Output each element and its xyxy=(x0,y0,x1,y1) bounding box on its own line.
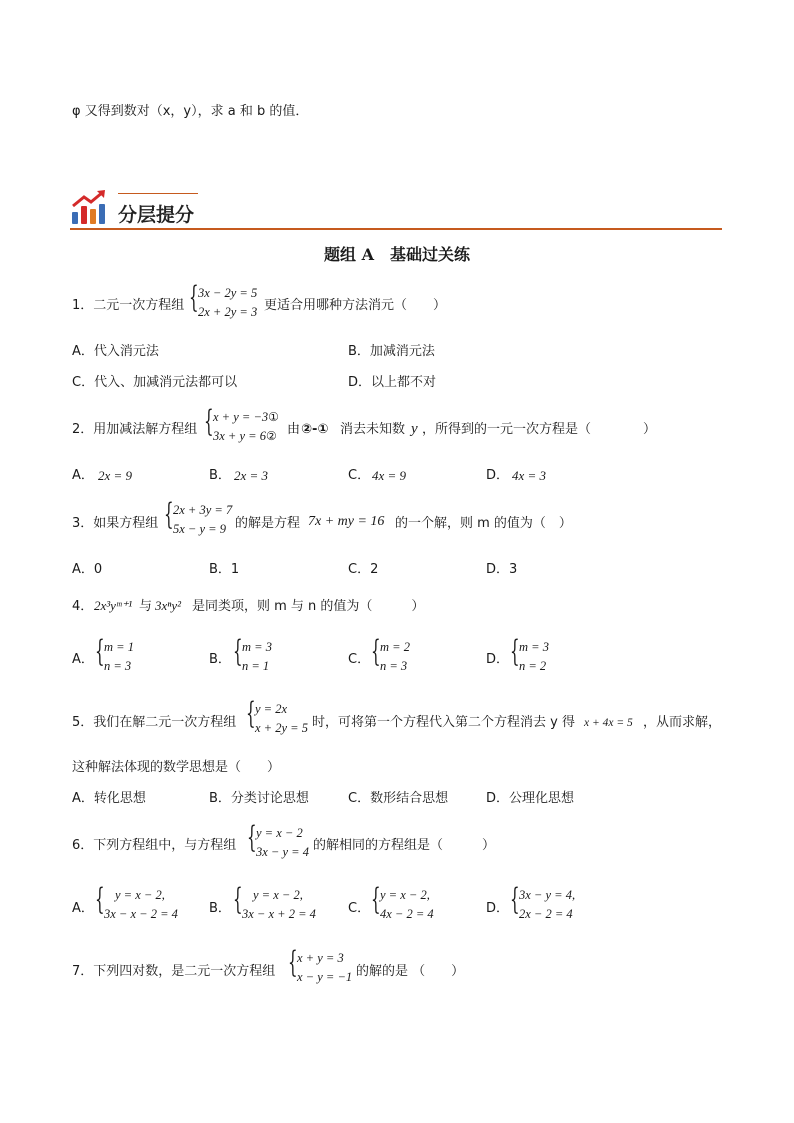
q1-suffix: 更适合用哪种方法消元（ ） xyxy=(264,298,447,313)
header-accent-line xyxy=(118,193,198,194)
q2-mid: 由 xyxy=(287,422,301,437)
q2-variable: y xyxy=(411,421,418,437)
q6-option-a-label: A． xyxy=(72,901,94,916)
q3-system: { 2x + 3y = 7 5x − y = 9 xyxy=(164,497,233,536)
q1-option-c: C．代入、加减消元法都可以 xyxy=(72,375,238,390)
q2-option-b-math: 2x = 3 xyxy=(234,468,269,483)
q4-option-c-label: C． xyxy=(348,652,371,667)
q3-option-b: B．1 xyxy=(209,562,240,577)
q3-mid: 的解是方程 xyxy=(235,516,301,531)
header-divider xyxy=(70,228,722,230)
q1-option-a: A．代入消元法 xyxy=(72,344,159,359)
q6-option-b-system: { y = x − 2, 3x − x + 2 = 4 xyxy=(233,882,316,921)
continuation-text: φ 又得到数对（x，y），求 a 和 b 的值． xyxy=(72,104,309,119)
q5-option-d: D．公理化思想 xyxy=(486,791,575,806)
q4-option-a-label: A． xyxy=(72,652,94,667)
q2-option-a-label: A． xyxy=(72,468,94,483)
q5-option-a: A．转化思想 xyxy=(72,791,146,806)
q5-option-c: C．数形结合思想 xyxy=(348,791,449,806)
q2-option-d-math: 4x = 3 xyxy=(512,468,547,483)
q3-option-c: C．2 xyxy=(348,562,379,577)
q4-option-d-label: D． xyxy=(486,652,510,667)
q1-option-d: D．以上都不对 xyxy=(348,375,437,390)
q3-suffix: 的一个解，则 m 的值为（ ） xyxy=(395,516,572,531)
q7-prefix: 7．下列四对数，是二元一次方程组 xyxy=(72,964,276,979)
q5-equation: x + 4x = 5 xyxy=(584,717,633,729)
q4-option-b-label: B． xyxy=(209,652,231,667)
q5-line2: 这种解法体现的数学思想是（ ） xyxy=(72,760,281,775)
q6-system: { y = x − 2 3x − y = 4 xyxy=(247,820,309,859)
q7-suffix: 的解的是 （ ） xyxy=(356,964,465,979)
q4-option-b-system: { m = 3 n = 1 xyxy=(233,634,272,673)
q5-option-b: B．分类讨论思想 xyxy=(209,791,309,806)
q4-term2: 3xⁿy² xyxy=(155,598,182,613)
q6-suffix: 的解相同的方程组是（ ） xyxy=(313,838,496,853)
q5-prefix: 5．我们在解二元一次方程组 xyxy=(72,715,237,730)
q6-option-c-system: { y = x − 2, 4x − 2 = 4 xyxy=(371,882,434,921)
q3-equation: 7x + my = 16 xyxy=(308,514,385,529)
q5-suffix: ，从而求解， xyxy=(643,715,722,730)
q2-suffix: ，所得到的一元一次方程是（ ） xyxy=(422,422,657,437)
q4-option-c-system: { m = 2 n = 3 xyxy=(371,634,410,673)
q2-option-a-math: 2x = 9 xyxy=(98,468,133,483)
q2-option-b-label: B． xyxy=(209,468,231,483)
q6-option-b-label: B． xyxy=(209,901,231,916)
q2-system: { x + y = −3① 3x + y = 6② xyxy=(204,404,279,443)
q4-mid: 与 xyxy=(139,599,153,614)
q2-operation: ②-① xyxy=(301,422,329,437)
q1-prefix: 1．二元一次方程组 xyxy=(72,298,185,313)
group-title: 题组 A 基础过关练 xyxy=(324,245,470,264)
q3-option-a: A．0 xyxy=(72,562,103,577)
q6-option-c-label: C． xyxy=(348,901,371,916)
q4-option-a-system: { m = 1 n = 3 xyxy=(95,634,134,673)
q4-term1: 2x³yᵐ⁺¹ xyxy=(94,598,133,613)
q4-option-d-system: { m = 3 n = 2 xyxy=(510,634,549,673)
q6-option-d-system: { 3x − y = 4, 2x − 2 = 4 xyxy=(510,882,576,921)
q3-prefix: 3．如果方程组 xyxy=(72,516,159,531)
q6-option-a-system: { y = x − 2, 3x − x − 2 = 4 xyxy=(95,882,178,921)
q1-option-b: B．加减消元法 xyxy=(348,344,435,359)
q6-option-d-label: D． xyxy=(486,901,510,916)
q5-mid: 时，可将第一个方程代入第二个方程消去 y 得 xyxy=(312,715,575,730)
q7-system: { x + y = 3 x − y = −1 xyxy=(288,945,353,984)
q4-suffix: 是同类项，则 m 与 n 的值为（ ） xyxy=(192,599,425,614)
q6-prefix: 6．下列方程组中，与方程组 xyxy=(72,838,237,853)
q1-system: { 3x − 2y = 5 2x + 2y = 3 xyxy=(189,280,258,319)
q2-option-c-math: 4x = 9 xyxy=(372,468,407,483)
section-title: 分层提分 xyxy=(118,204,195,226)
q2-option-c-label: C． xyxy=(348,468,371,483)
q2-text2: 消去未知数 xyxy=(340,422,406,437)
q4-prefix: 4． xyxy=(72,599,94,614)
chart-growth-icon xyxy=(70,188,110,226)
q5-system: { y = 2x x + 2y = 5 xyxy=(246,696,308,735)
q2-option-d-label: D． xyxy=(486,468,510,483)
q3-option-d: D．3 xyxy=(486,562,518,577)
q2-prefix: 2．用加减法解方程组 xyxy=(72,422,198,437)
